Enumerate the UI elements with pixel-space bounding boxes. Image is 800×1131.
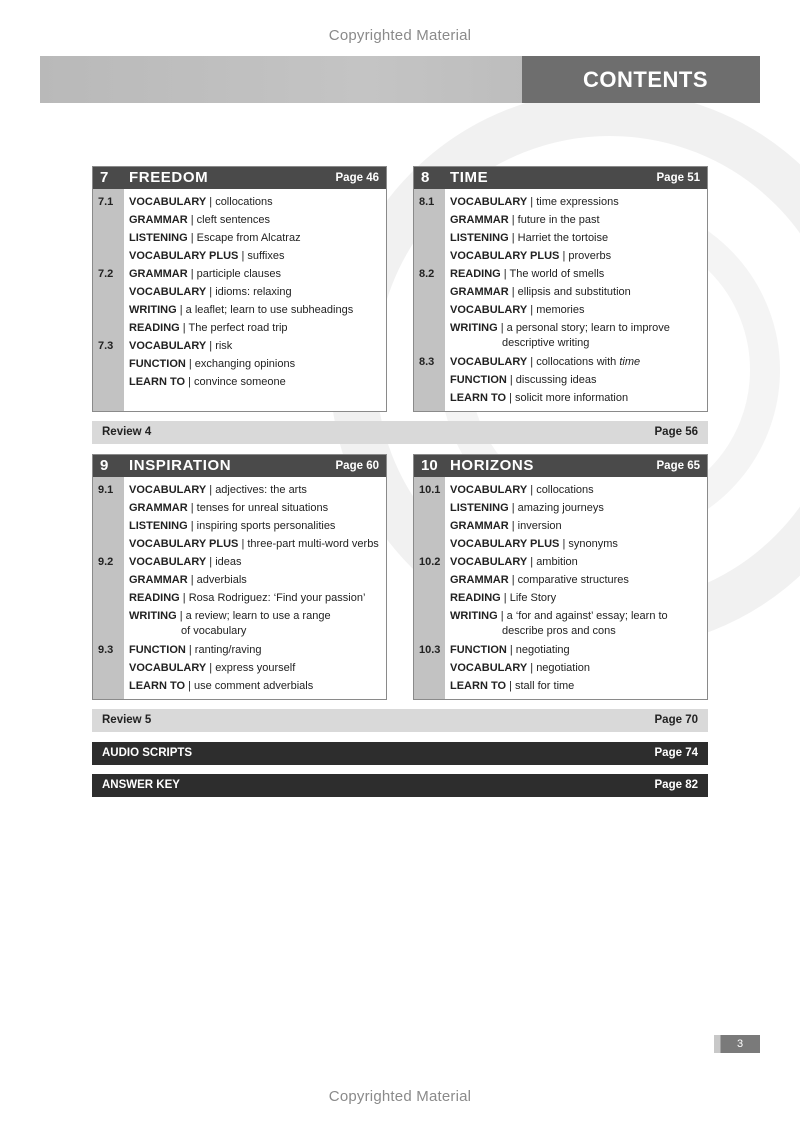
section-number: 9.2 — [98, 556, 114, 568]
contents-item[interactable] — [414, 499, 707, 517]
section-number: 9.1 — [98, 484, 114, 496]
unit-8-box — [413, 166, 708, 412]
unit-title: INSPIRATION — [129, 457, 232, 474]
contents-item[interactable] — [414, 301, 707, 319]
item-topic: | collocations with — [527, 356, 620, 368]
item-topic: | adjectives: the arts — [206, 484, 307, 496]
contents-item[interactable] — [414, 389, 707, 407]
item-category: VOCABULARY — [129, 340, 207, 352]
item-topic: | The perfect road trip — [179, 322, 288, 334]
item-category: VOCABULARY — [129, 556, 207, 568]
unit-page: Page 46 — [335, 172, 379, 184]
unit-body — [414, 189, 707, 411]
page-number: 3 — [714, 1035, 760, 1053]
item-topic: | ellipsis and substitution — [508, 286, 631, 298]
contents-item[interactable] — [93, 553, 386, 571]
item-topic: | amazing journeys — [508, 502, 604, 514]
contents-item[interactable] — [93, 607, 386, 638]
item-category: VOCABULARY — [450, 556, 528, 568]
item-category: WRITING — [129, 304, 177, 316]
item-topic: | inspiring sports personalities — [187, 520, 336, 532]
contents-item[interactable] — [414, 659, 707, 677]
item-category: VOCABULARY — [450, 662, 528, 674]
contents-item[interactable] — [414, 319, 707, 350]
item-topic: | stall for time — [506, 680, 575, 692]
item-topic: | solicit more information — [506, 392, 629, 404]
section-number: 7.3 — [98, 340, 114, 352]
item-topic: | a personal story; learn to improve — [497, 322, 670, 334]
contents-item[interactable] — [93, 659, 386, 677]
item-category: VOCABULARY PLUS — [129, 538, 239, 550]
copyright-header: Copyrighted Material — [328, 27, 472, 44]
item-category: FUNCTION — [129, 358, 186, 370]
unit-body — [93, 189, 386, 411]
item-topic: | adverbials — [187, 574, 247, 586]
contents-item[interactable] — [93, 337, 386, 355]
item-topic: | future in the past — [508, 214, 600, 226]
contents-item[interactable] — [414, 535, 707, 553]
unit-number: 9 — [100, 457, 109, 474]
contents-item[interactable] — [93, 641, 386, 659]
review-4-bar[interactable] — [92, 421, 708, 444]
section-number: 7.1 — [98, 196, 114, 208]
bar-page: Page 70 — [654, 714, 698, 726]
item-topic: | comparative structures — [508, 574, 629, 586]
contents-item[interactable] — [93, 301, 386, 319]
bar-label: Review 4 — [102, 426, 152, 438]
item-topic: | suffixes — [238, 250, 285, 262]
unit-page: Page 60 — [335, 460, 379, 472]
item-category: VOCABULARY — [450, 356, 528, 368]
item-topic: | negotiating — [506, 644, 570, 656]
item-topic: | synonyms — [559, 538, 618, 550]
contents-item[interactable] — [414, 371, 707, 389]
item-topic: | Escape from Alcatraz — [187, 232, 301, 244]
contents-item[interactable] — [93, 373, 386, 391]
item-topic: | a review; learn to use a range — [176, 610, 331, 622]
unit-title: FREEDOM — [129, 169, 209, 186]
unit-10-box — [413, 454, 708, 700]
unit-page: Page 65 — [656, 460, 700, 472]
contents-item[interactable] — [414, 481, 707, 499]
bar-page: Page 56 — [654, 426, 698, 438]
contents-item[interactable] — [414, 193, 707, 211]
item-topic: | The world of smells — [500, 268, 605, 280]
item-topic: | exchanging opinions — [185, 358, 296, 370]
answer-key-bar[interactable] — [92, 774, 708, 797]
section-number: 8.2 — [419, 268, 435, 280]
item-topic: | Life Story — [500, 592, 557, 604]
item-category: VOCABULARY — [129, 662, 207, 674]
contents-item[interactable] — [93, 517, 386, 535]
contents-item[interactable] — [93, 211, 386, 229]
item-category: VOCABULARY — [450, 484, 528, 496]
bar-label: Review 5 — [102, 714, 152, 726]
unit-number: 7 — [100, 169, 109, 186]
item-topic: | collocations — [527, 484, 594, 496]
bar-label: ANSWER KEY — [102, 779, 180, 791]
item-category: READING — [129, 322, 180, 334]
unit-body — [93, 477, 386, 699]
item-category: VOCABULARY — [129, 286, 207, 298]
item-topic: | collocations — [206, 196, 273, 208]
contents-item[interactable] — [93, 571, 386, 589]
item-category: GRAMMAR — [450, 286, 509, 298]
section-number: 7.2 — [98, 268, 114, 280]
item-category: VOCABULARY — [450, 304, 528, 316]
unit-9-box — [92, 454, 387, 700]
item-category: LEARN TO — [450, 392, 507, 404]
item-topic: | negotiation — [527, 662, 591, 674]
contents-item[interactable] — [414, 641, 707, 659]
item-topic: | cleft sentences — [187, 214, 271, 226]
contents-item[interactable] — [93, 499, 386, 517]
bar-page: Page 74 — [654, 747, 698, 759]
unit-title: TIME — [450, 169, 489, 186]
item-category: LEARN TO — [129, 376, 186, 388]
item-topic: | ranting/raving — [185, 644, 262, 656]
section-number: 10.1 — [419, 484, 441, 496]
item-topic: | ideas — [206, 556, 242, 568]
item-category: GRAMMAR — [129, 502, 188, 514]
contents-item[interactable] — [414, 553, 707, 571]
copyright-footer: Copyrighted Material — [328, 1088, 472, 1105]
item-topic: | risk — [206, 340, 233, 352]
contents-item[interactable] — [93, 319, 386, 337]
item-topic: | discussing ideas — [506, 374, 597, 386]
section-number: 9.3 — [98, 644, 114, 656]
item-category: LISTENING — [129, 232, 188, 244]
item-topic: | express yourself — [206, 662, 296, 674]
unit-header — [414, 167, 707, 189]
item-category: WRITING — [129, 610, 177, 622]
item-category: VOCABULARY PLUS — [129, 250, 239, 262]
item-topic: | memories — [527, 304, 585, 316]
item-topic: | inversion — [508, 520, 562, 532]
item-topic: | idioms: relaxing — [206, 286, 292, 298]
section-number: 8.3 — [419, 356, 435, 368]
item-category: LISTENING — [450, 502, 509, 514]
contents-item[interactable] — [93, 265, 386, 283]
contents-item[interactable] — [414, 247, 707, 265]
item-topic: | convince someone — [185, 376, 286, 388]
contents-banner — [40, 56, 760, 103]
unit-header — [93, 167, 386, 189]
item-category: VOCABULARY PLUS — [450, 538, 560, 550]
contents-item[interactable] — [93, 481, 386, 499]
unit-number: 10 — [421, 457, 438, 474]
item-category: VOCABULARY — [450, 196, 528, 208]
unit-7-box — [92, 166, 387, 412]
unit-header — [414, 455, 707, 477]
item-topic: | a ‘for and against’ essay; learn to — [497, 610, 668, 622]
contents-item[interactable] — [414, 229, 707, 247]
unit-number: 8 — [421, 169, 430, 186]
item-category: FUNCTION — [450, 644, 507, 656]
item-category: GRAMMAR — [450, 214, 509, 226]
item-topic: | Rosa Rodriguez: ‘Find your passion’ — [179, 592, 366, 604]
item-topic: | Harriet the tortoise — [508, 232, 609, 244]
item-topic: | use comment adverbials — [185, 680, 314, 692]
contents-item[interactable] — [414, 677, 707, 695]
unit-title: HORIZONS — [450, 457, 534, 474]
item-topic: | time expressions — [527, 196, 619, 208]
audio-scripts-bar[interactable] — [92, 742, 708, 765]
item-topic-continued: descriptive writing — [502, 337, 590, 349]
item-topic-continued: of vocabulary — [181, 625, 247, 637]
contents-item[interactable] — [93, 283, 386, 301]
item-category: WRITING — [450, 610, 498, 622]
item-category: VOCABULARY PLUS — [450, 250, 560, 262]
item-category: FUNCTION — [129, 644, 186, 656]
contents-item[interactable] — [93, 355, 386, 373]
item-category: GRAMMAR — [450, 520, 509, 532]
contents-item[interactable] — [414, 517, 707, 535]
contents-item[interactable] — [93, 229, 386, 247]
item-topic: | three-part multi-word verbs — [238, 538, 379, 550]
section-number: 8.1 — [419, 196, 435, 208]
item-topic: | a leaflet; learn to use subheadings — [176, 304, 354, 316]
contents-item[interactable] — [414, 353, 707, 371]
contents-item[interactable] — [414, 607, 707, 638]
item-topic-continued: describe pros and cons — [502, 625, 616, 637]
contents-item[interactable] — [414, 211, 707, 229]
item-category: WRITING — [450, 322, 498, 334]
unit-header — [93, 455, 386, 477]
contents-item[interactable] — [414, 265, 707, 283]
contents-item[interactable] — [93, 677, 386, 695]
contents-item[interactable] — [414, 283, 707, 301]
item-topic: | ambition — [527, 556, 578, 568]
bar-label: AUDIO SCRIPTS — [102, 747, 193, 759]
item-category: LEARN TO — [129, 680, 186, 692]
item-category: LEARN TO — [450, 680, 507, 692]
contents-item[interactable] — [93, 589, 386, 607]
unit-body — [414, 477, 707, 699]
item-category: VOCABULARY — [129, 484, 207, 496]
item-category: GRAMMAR — [129, 214, 188, 226]
item-category: VOCABULARY — [129, 196, 207, 208]
item-category: GRAMMAR — [450, 574, 509, 586]
item-topic: | proverbs — [559, 250, 612, 262]
page-title: CONTENTS — [522, 56, 760, 103]
contents-item[interactable] — [414, 589, 707, 607]
item-topic: | tenses for unreal situations — [187, 502, 329, 514]
item-category: LISTENING — [129, 520, 188, 532]
item-topic-emphasis: time — [619, 356, 641, 368]
item-topic: | participle clauses — [187, 268, 282, 280]
item-category: GRAMMAR — [129, 574, 188, 586]
unit-page: Page 51 — [656, 172, 700, 184]
contents-item[interactable] — [93, 247, 386, 265]
item-category: READING — [450, 592, 501, 604]
item-category: READING — [129, 592, 180, 604]
bar-page: Page 82 — [654, 779, 698, 791]
section-number: 10.3 — [419, 644, 441, 656]
item-category: GRAMMAR — [129, 268, 188, 280]
item-category: READING — [450, 268, 501, 280]
section-number: 10.2 — [419, 556, 441, 568]
item-category: LISTENING — [450, 232, 509, 244]
contents-item[interactable] — [414, 571, 707, 589]
review-5-bar[interactable] — [92, 709, 708, 732]
contents-item[interactable] — [93, 193, 386, 211]
item-category: FUNCTION — [450, 374, 507, 386]
contents-item[interactable] — [93, 535, 386, 553]
